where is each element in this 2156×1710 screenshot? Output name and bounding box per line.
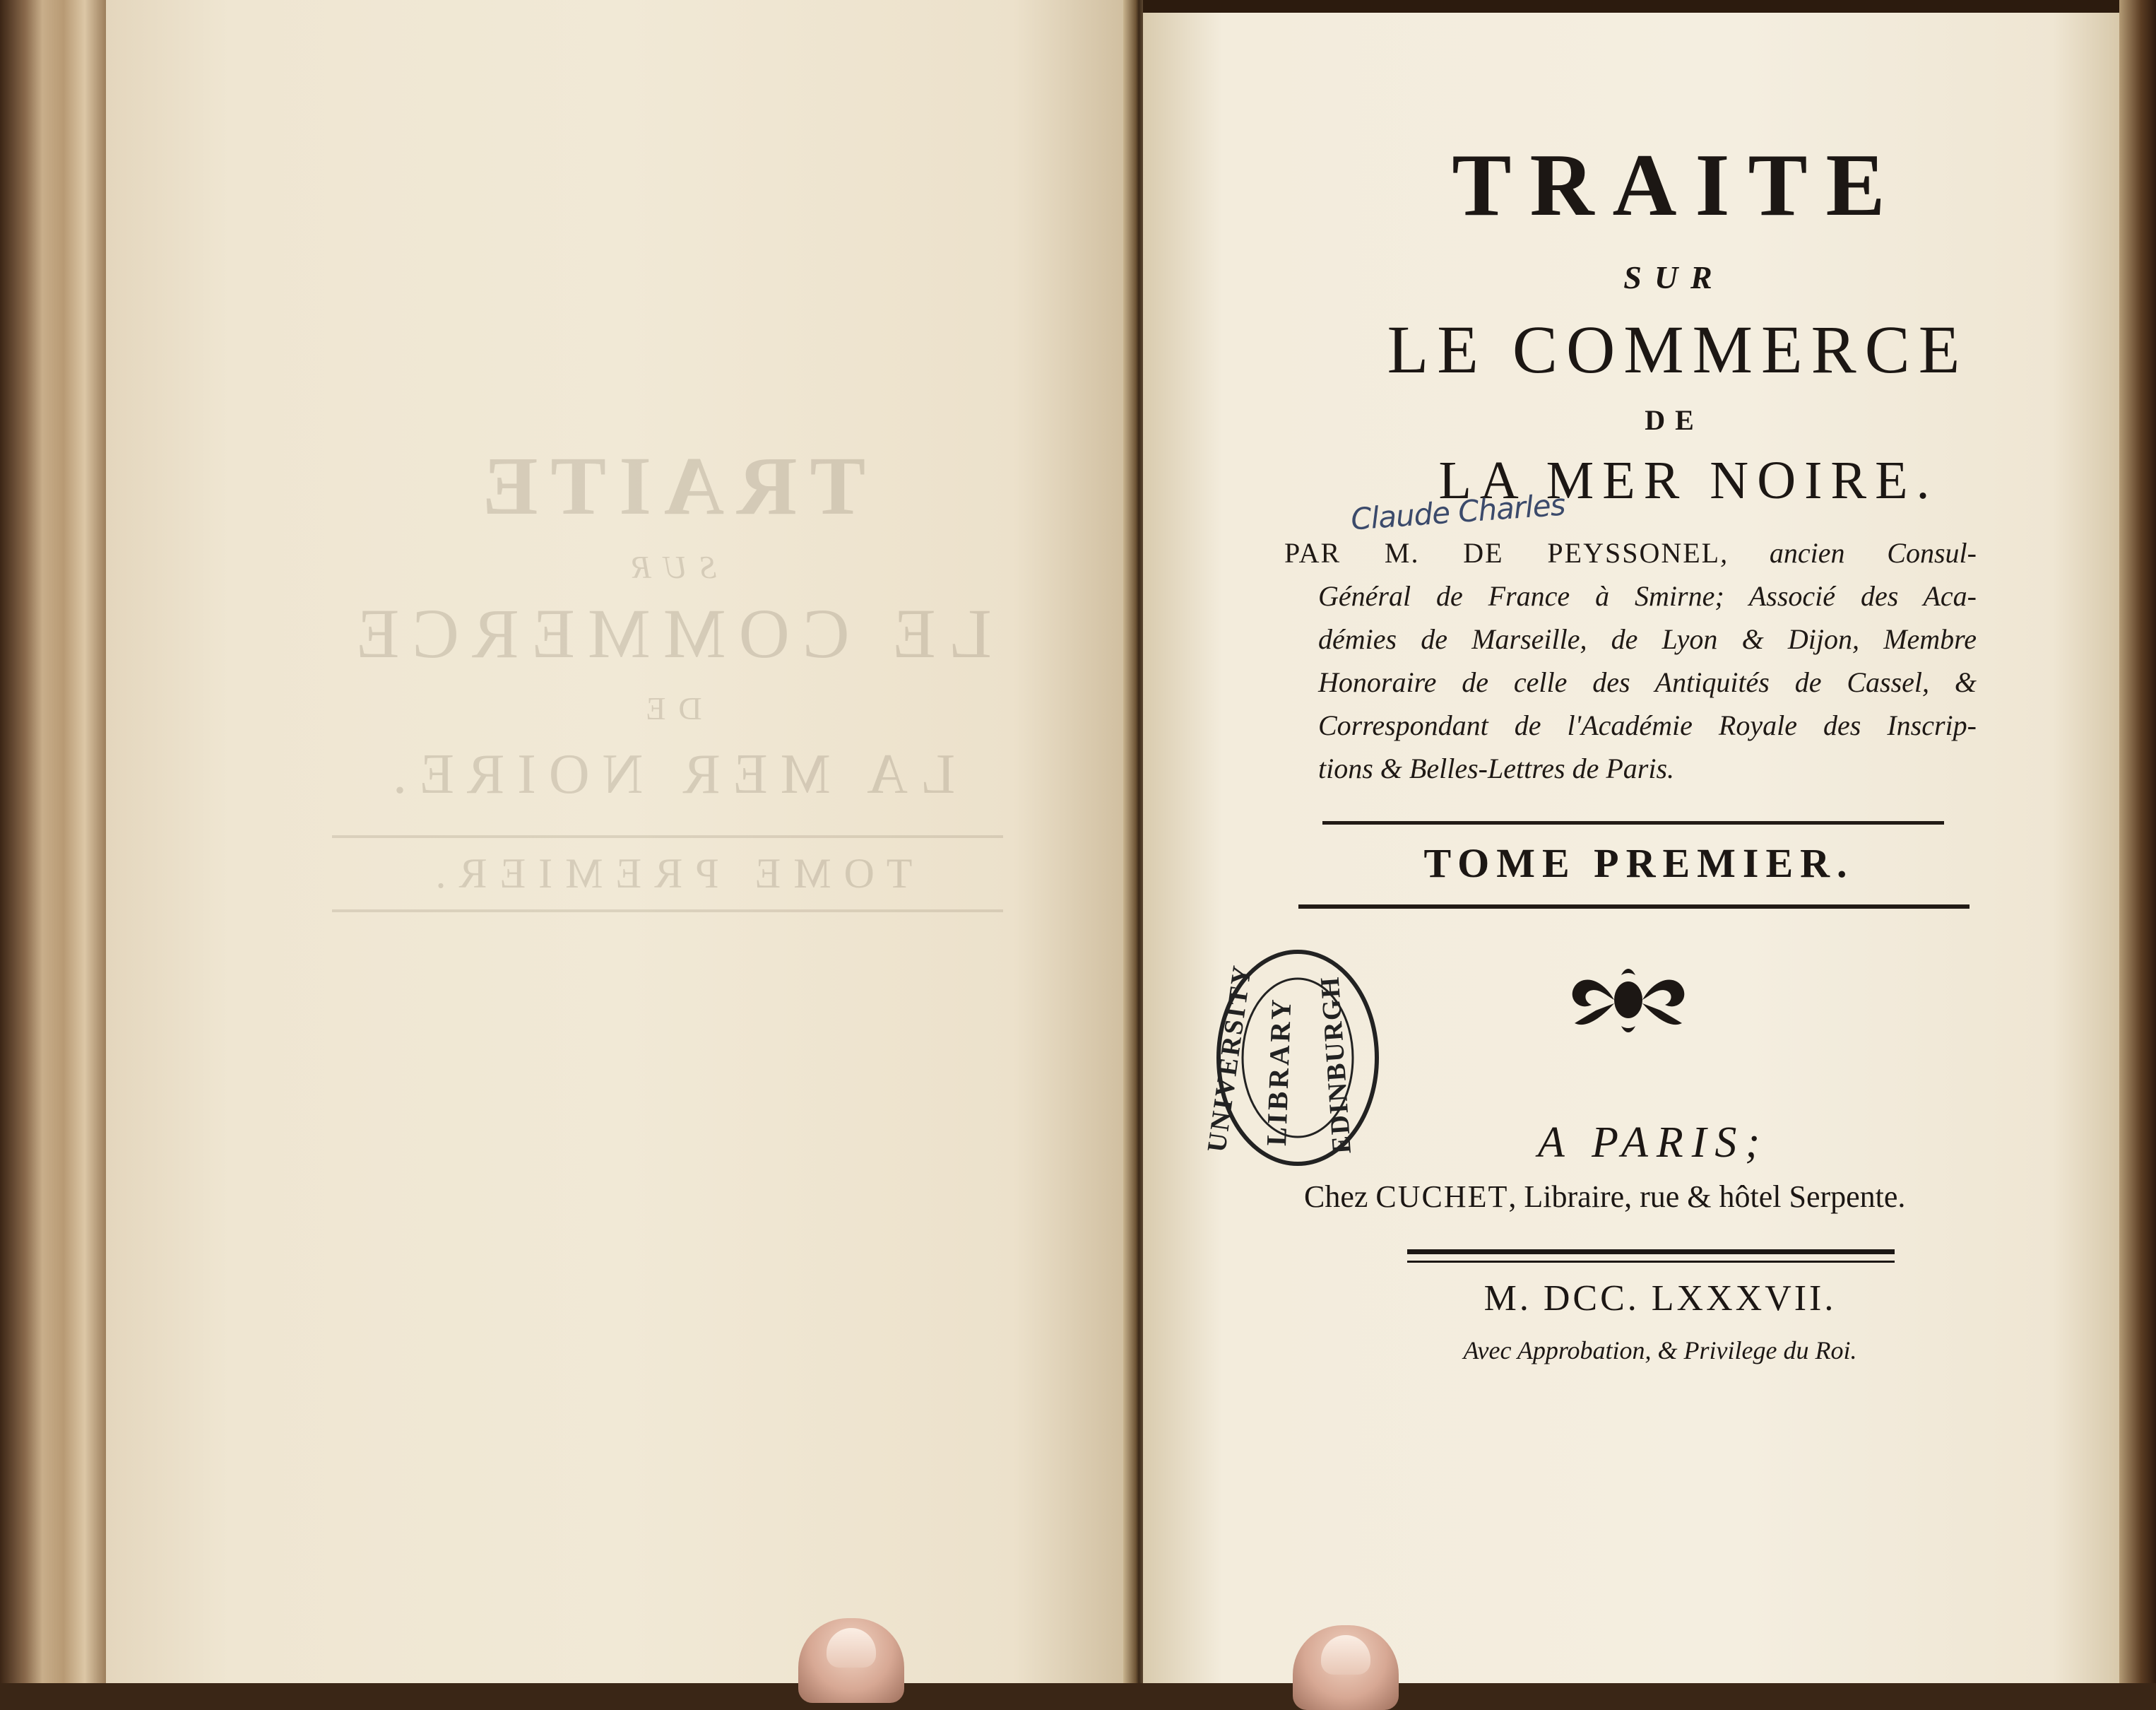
rule-below-tome — [1298, 904, 1970, 909]
printer-ornament-icon — [1565, 961, 1692, 1039]
publisher-name: CUCHET — [1375, 1179, 1509, 1214]
author-line: Général de France à Smirne; Associé des Aca- — [1318, 580, 1977, 612]
author-line: démies de Marseille, de Lyon & Dijon, Membre — [1318, 623, 1977, 655]
library-stamp — [1202, 941, 1386, 1174]
rule-above-date — [1407, 1249, 1895, 1254]
title-mer-noire: LA MER NOIRE. — [1438, 451, 1938, 510]
author-line: tions & Belles-Lettres de Paris. — [1318, 753, 1675, 784]
title-block — [1257, 134, 2077, 510]
rule-above-date-thin — [1407, 1261, 1895, 1263]
ghost-sur: SUR — [618, 549, 717, 585]
stamp-middle-text: LIBRARY — [1260, 996, 1298, 1147]
finger-left — [798, 1618, 904, 1703]
author-line: Correspondant de l'Académie Royale des Inscrip- — [1318, 709, 1977, 741]
imprint-date: M. DCC. LXXXVII. — [1483, 1278, 1837, 1319]
ghost-de: DE — [633, 690, 702, 726]
author-line: PAR M. DE PEYSSONEL, ancien Consul- — [1284, 537, 1977, 569]
author-name: PAR M. DE PEYSSONEL — [1284, 537, 1721, 569]
book-title: TRAITE — [1452, 136, 1904, 235]
ghost-rule — [332, 909, 1003, 912]
ghost-commerce: LE COMMERCE — [343, 594, 992, 673]
rule-above-tome — [1322, 821, 1944, 825]
ghost-title: TRAITE — [469, 440, 866, 532]
ghost-mer-noire: LA MER NOIRE. — [380, 743, 955, 806]
book-edge-right — [2119, 0, 2156, 1683]
title-commerce: LE COMMERCE — [1387, 312, 1969, 387]
stamp-inner-text: EDINBURGH — [1315, 974, 1357, 1155]
stamp-outer-text: UNIVERSITY — [1202, 962, 1258, 1155]
imprint-city: A PARIS; — [1537, 1119, 1769, 1167]
finger-right — [1293, 1625, 1399, 1710]
imprint-publisher: Chez CUCHET, Libraire, rue & hôtel Serpente. — [1304, 1179, 1906, 1214]
show-through-text — [304, 438, 1031, 924]
author-statement — [1284, 531, 1977, 790]
title-sur: SUR — [1623, 259, 1725, 295]
ghost-rule — [332, 835, 1003, 838]
ghost-tome: TOME PREMIER. — [422, 850, 913, 897]
title-de: DE — [1645, 404, 1704, 436]
tome-label: TOME PREMIER. — [1423, 840, 1854, 886]
author-line: Honoraire de celle des Antiquités de Cassel, & — [1318, 666, 1977, 698]
approbation-statement: Avec Approbation, & Privilege du Roi. — [1463, 1336, 1857, 1364]
handwritten-annotation: Claude Charles — [1349, 487, 1566, 537]
